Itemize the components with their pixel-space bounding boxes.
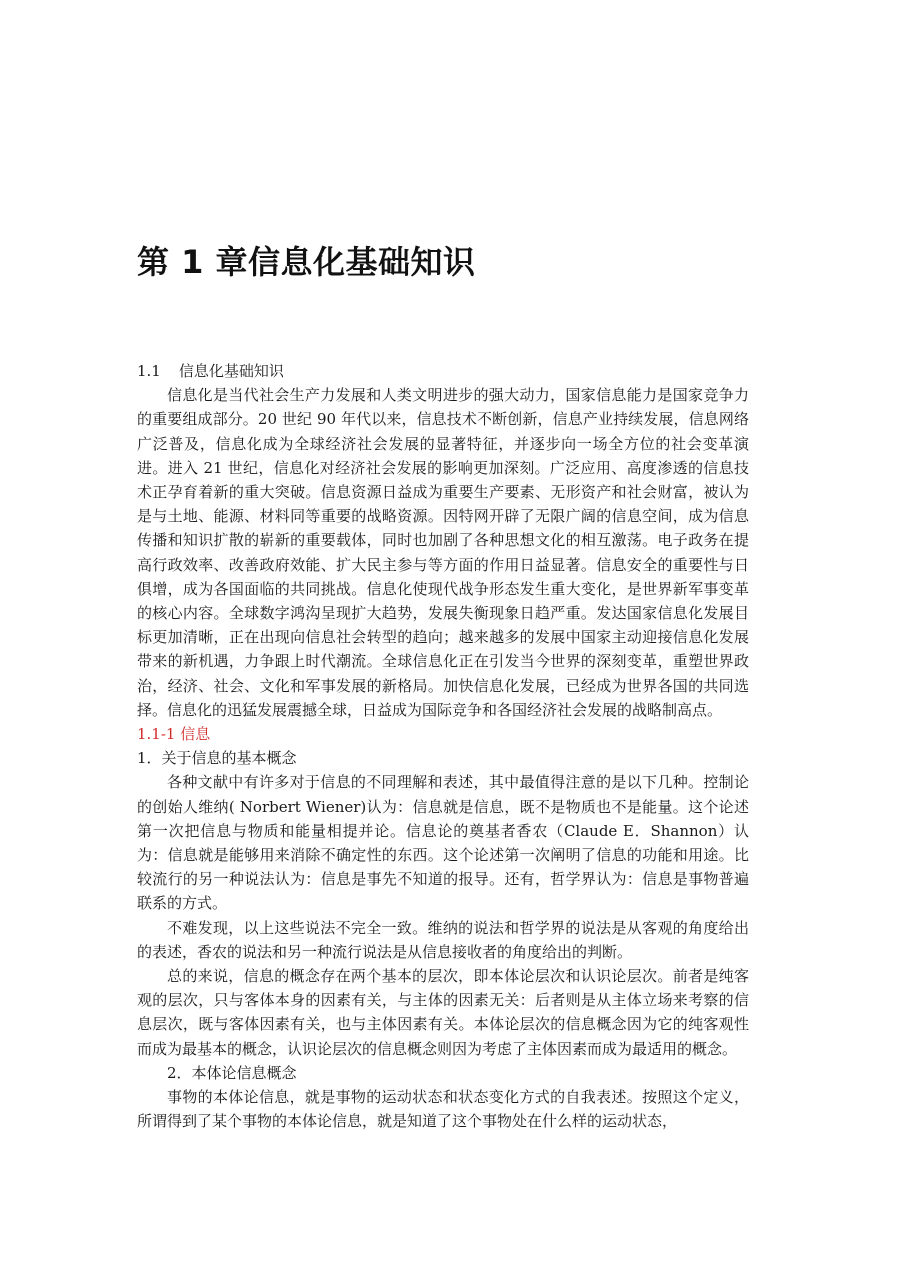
item2-paragraph: 事物的本体论信息，就是事物的运动状态和状态变化方式的自我表述。按照这个定义，所谓得到了某个事物的本体论信息，就是知道了这个事物处在什么样的运动状态，	[137, 1088, 749, 1131]
item1-paragraph: 不难发现，以上这些说法不完全一致。维纳的说法和哲学界的说法是从客观的角度给出的表述，香农的说法和另一种流行说法是从信息接收者的角度给出的判断。	[137, 918, 749, 961]
section-heading	[137, 359, 749, 383]
item1-paragraph: 各种文献中有许多对于信息的不同理解和表述，其中最值得注意的是以下几种。控制论的创始人维纳( Norbert Wiener)认为：信息就是信息，既不是物质也不是能量。这个论述第一次把信息与物质和能量相提并论。信息论的奠基者香农（Claude E．Shannon）认为：信息就是能够用来消除不确定性的东西。这个论述第一次阐明了信息的功能和用途。比较流行的另一种说法认为：信息是事先不知道的报导。还有，哲学界认为：信息是事物普遍联系的方式。	[137, 773, 749, 913]
item1-paragraph: 总的来说，信息的概念存在两个基本的层次，即本体论层次和认识论层次。前者是纯客观的层次，只与客体本身的因素有关，与主体的因素无关：后者则是从主体立场来考察的信息层次，既与客体因素有关，也与主体因素有关。本体论层次的信息概念因为它的纯客观性而成为最基本的概念，认识论层次的信息概念则因为考虑了主体因素而成为最适用的概念。	[137, 967, 749, 1058]
item2-heading: 2．本体论信息概念	[167, 1063, 297, 1082]
item1-heading: 1．关于信息的基本概念	[137, 749, 297, 768]
section-title: 信息化基础知识	[178, 362, 284, 380]
document-body	[137, 359, 749, 1134]
intro-paragraph: 信息化是当代社会生产力发展和人类文明进步的强大动力，国家信息能力是国家竞争力的重要组成部分。20 世纪 90 年代以来，信息技术不断创新，信息产业持续发展，信息网络广泛普及，信息化成为全球经济社会发展的显著特征，并逐步向一场全方位的社会变革演进。进入 21 世纪，信息化对经济社会发展的影响更加深刻。广泛应用、高度渗透的信息技术正孕育着新的重大突破。信息资源日益成为重要生产要素、无形资产和社会财富，被认为是与土地、能源、材料同等重要的战略资源。因特网开辟了无限广阔的信息空间，成为信息传播和知识扩散的崭新的重要载体，同时也加剧了各种思想文化的相互激荡。电子政务在提高行政效率、改善政府效能、扩大民主参与等方面的作用日益显著。信息安全的重要性与日俱增，成为各国面临的共同挑战。信息化使现代战争形态发生重大变化，是世界新军事变革的核心内容。全球数字鸿沟呈现扩大趋势，发展失衡现象日趋严重。发达国家信息化发展目标更加清晰，正在出现向信息社会转型的趋向；越来越多的发展中国家主动迎接信息化发展带来的新机遇，力争跟上时代潮流。全球信息化正在引发当今世界的深刻变革，重塑世界政治，经济、社会、文化和军事发展的新格局。加快信息化发展，已经成为世界各国的共同选择。信息化的迅猛发展震撼全球，日益成为国际竞争和各国经济社会发展的战略制高点。	[137, 386, 749, 719]
chapter-title: 第 1 章信息化基础知识	[137, 243, 476, 281]
subsection-heading: 1.1-1 信息	[137, 725, 211, 744]
section-number: 1.1	[137, 362, 161, 380]
